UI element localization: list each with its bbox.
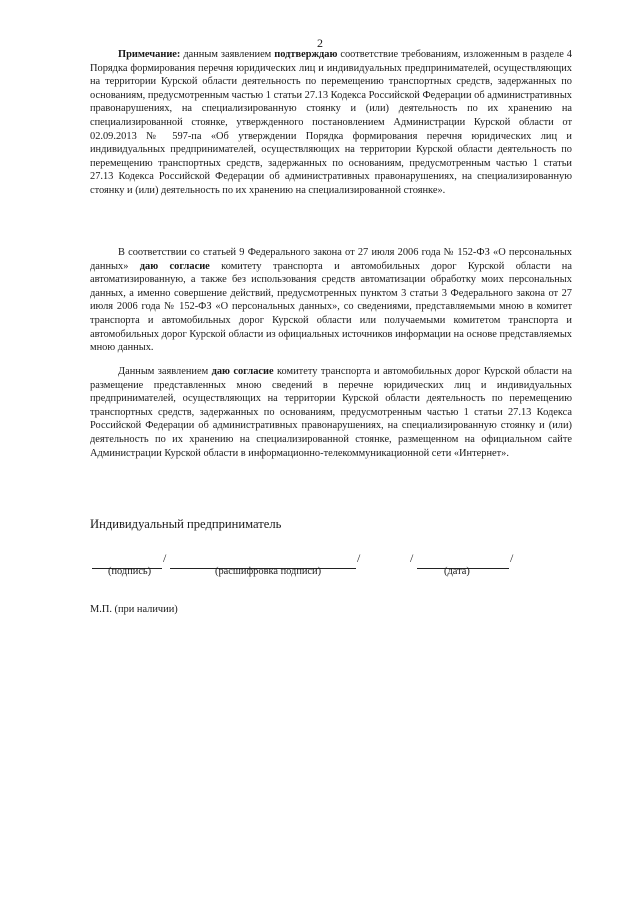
publish-bold-phrase: даю согласие (211, 366, 274, 377)
caption-date: (дата) (444, 566, 470, 577)
consent-bold-phrase: даю согласие (139, 260, 210, 272)
caption-signature-decoding: (расшифровка подписи) (215, 566, 322, 577)
note-paragraph (90, 48, 572, 198)
personal-data-consent-paragraph (90, 246, 572, 355)
separator-slash: / (163, 551, 167, 565)
signature-heading: Индивидуальный предприниматель (90, 517, 282, 531)
publish-text-start: Данным заявлением (118, 366, 212, 377)
separator-slash: / (357, 551, 361, 565)
separator-slash: / (510, 551, 514, 565)
note-text-start: данным заявлением (180, 49, 275, 60)
note-confirm-word: подтверждаю (274, 49, 338, 60)
consent-text-start: В соответствии со статьей 9 Федерального закона от 27 июля 2006 года № 152-ФЗ «О персональных данных» (90, 247, 572, 272)
separator-slash: / (410, 551, 414, 565)
page-number: 2 (317, 36, 323, 50)
caption-signature: (подпись) (108, 566, 152, 577)
note-text-rest: соответствие требованиям, изложенным в разделе 4 Порядка формирования перечня юридических лиц и индивидуальных предпринимателей, осуществляющих на территории Курской области деятельность по перемещению транспортных средств, задержанных по основаниям, предусмотренным частью 1 статьи 27.13 Кодекса Российской Федерации об административных правонарушениях, на специализированную стоянку и (или) деятельность по их хранению на специализированной стоянке, утвержденного постановлением Администрации Курской области от 02.09.2013 № 597-па «Об утверждении Порядка формирования перечня юридических лиц и индивидуальных предпринимателей, осуществляющих на территории Курской области деятельность по перемещению транспортных средств, задержанных по основаниям, предусмотренным частью 1 статьи 27.13 Кодекса Российской Федерации об административных правонарушениях, на специализированную стоянку и (или) деятельность по их хранению на специализированной стоянке». (90, 49, 572, 196)
publish-text-rest: комитету транспорта и автомобильных дорог Курской области на размещение представленных мною сведений в перечне юридических лиц и индивидуальных предпринимателей, осуществляющих на территории Курской области деятельность по перемещению транспортных средств, задержанных по основаниям, предусмотренным частью 1 статьи 27.13 Кодекса Российской Федерации об административных правонарушениях, на специализированную стоянку и (или) деятельность по их хранению на специализированной стоянке, размещенном на официальном сайте Администрации Курской области в информационно-телекоммуникационной сети «Интернет». (90, 366, 572, 459)
stamp-note: М.П. (при наличии) (90, 604, 178, 615)
publication-consent-paragraph (90, 365, 572, 460)
note-label: Примечание: (118, 49, 181, 60)
consent-text-rest: комитету транспорта и автомобильных дорог Курской области на автоматизированную, а также без использования средств автоматизации обработку моих персональных данных, а именно совершение действий, предусмотренных пунктом 3 статьи 3 Федерального закона от 27 июля 2006 года № 152-ФЗ «О персональных данных», со сведениями, представляемыми мною в комитет транспорта и автомобильных дорог Курской области или получаемыми комитетом транспорта и автомобильных дорог Курской области из официальных источников информации на основе представляемых мною данных. (90, 260, 572, 354)
